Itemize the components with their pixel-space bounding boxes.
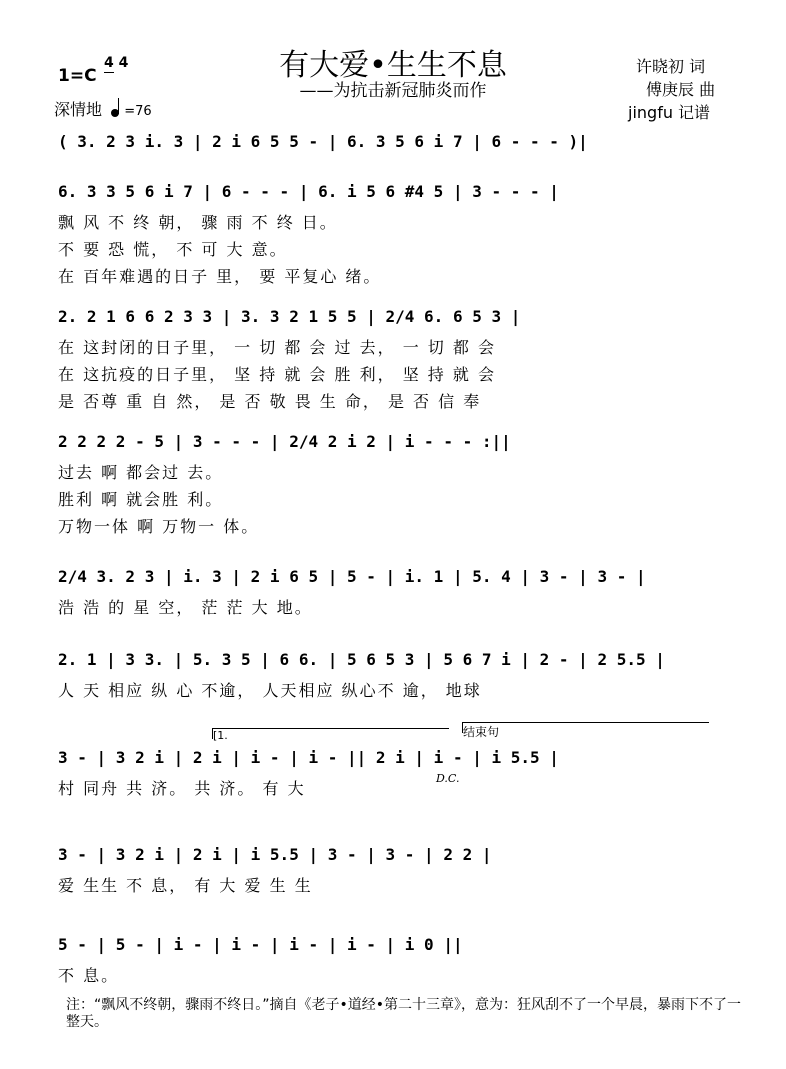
tempo-marking [54,97,152,120]
lyric-line: 在 这封闭的日子里， 一 切 都 会 过 去， 一 切 都 会 [58,338,496,357]
lyric-line: 不 息。 [58,966,120,985]
lyric-line: 村 同舟 共 济。 共 济。 有 大 [58,779,306,798]
lyric-line: 浩 浩 的 星 空， 茫 茫 大 地。 [58,598,313,617]
notation-line: 5 - | 5 - | i - | i - | i - | i - | i 0 || [58,935,463,954]
first-ending-bracket: [1. [212,728,449,739]
lyric-line: 飘 风 不 终 朝， 骤 雨 不 终 日。 [58,213,338,232]
notation-line: ( 3. 2 3 i. 3 | 2 i 6 5 5 - | 6. 3 5 6 i 7 | 6 - - - )| [58,132,588,151]
footnote: 注：“飘风不终朝，骤雨不终日。”摘自《老子•道经•第二十三章》，意为：狂风刮不了一个早晨，暴雨下不了一整天。 [66,997,742,1030]
ending-phrase-bracket: 结束句 [462,722,709,733]
lyric-line: 万物一体 啊 万物一 体。 [58,517,260,536]
notation-line: 2 2 2 2 - 5 | 3 - - - | 2/4 2 i 2 | i - - - :|| [58,432,511,451]
lyric-line: 人 天 相应 纵 心 不逾， 人天相应 纵心不 逾， 地球 [58,681,482,700]
tempo-word: 深情地 [54,100,103,119]
composer-credit: 傅庚辰 曲 [646,80,716,99]
notation-line: 2. 1 | 3 3. | 5. 3 5 | 6 6. | 5 6 5 3 | 5 6 7 i | 2 - | 2 5.5 | [58,650,665,669]
notation-line: 6. 3 3 5 6 i 7 | 6 - - - | 6. i 5 6 #4 5 | 3 - - - | [58,182,559,201]
lyric-line: 在 百年难遇的日子 里， 要 平复心 绪。 [58,267,382,286]
da-capo-mark: D.C. [436,772,460,785]
lyric-line: 过去 啊 都会过 去。 [58,463,224,482]
lyric-line: 胜利 啊 就会胜 利。 [58,490,224,509]
transcriber-credit: jingfu 记谱 [628,103,711,122]
time-signature-line [104,72,114,73]
lyric-line: 在 这抗疫的日子里， 坚 持 就 会 胜 利， 坚 持 就 会 [58,365,496,384]
tempo-value: =76 [124,104,152,119]
song-title: 有大爱•生生不息 [279,48,507,83]
time-signature-top: 4 [104,55,114,71]
notation-line: 2/4 3. 2 3 | i. 3 | 2 i 6 5 | 5 - | i. 1 | 5. 4 | 3 - | 3 - | [58,567,646,586]
quarter-note-icon [111,109,119,117]
time-signature-bottom: 4 [118,55,129,71]
lyric-line: 爱 生生 不 息， 有 大 爱 生 生 [58,876,313,895]
notation-line: 3 - | 3 2 i | 2 i | i - | i - || 2 i | i - | i 5.5 | [58,748,559,767]
notation-line: 3 - | 3 2 i | 2 i | i 5.5 | 3 - | 3 - | 2 2 | [58,845,492,864]
notation-line: 2. 2 1 6 6 2 3 3 | 3. 3 2 1 5 5 | 2/4 6. 6 5 3 | [58,307,521,326]
song-subtitle: ——为抗击新冠肺炎而作 [299,81,487,101]
lyricist-credit: 许晓初 词 [636,57,706,76]
lyric-line: 不 要 恐 慌， 不 可 大 意。 [58,240,288,259]
time-signature [104,56,128,71]
key-signature: 1=C [58,66,97,86]
lyric-line: 是 否尊 重 自 然， 是 否 敬 畏 生 命， 是 否 信 奉 [58,392,482,411]
